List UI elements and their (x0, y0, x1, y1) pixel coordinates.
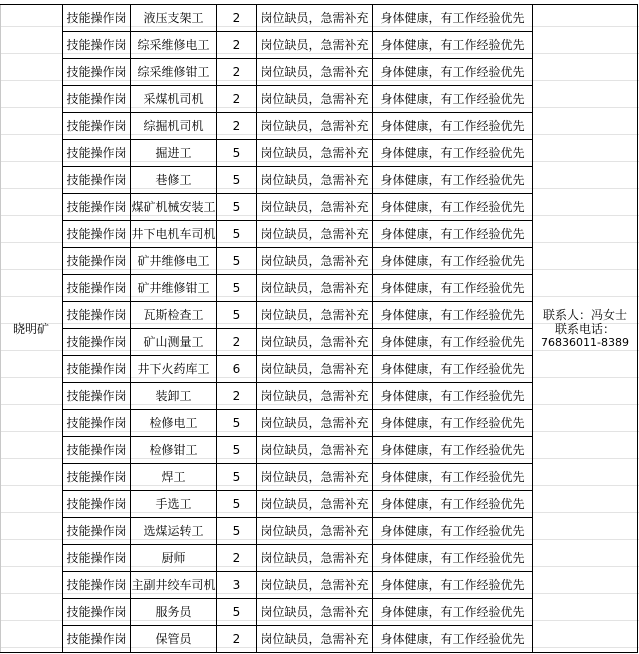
contact-phone-label: 联系电话： (554, 321, 615, 336)
position-cell[interactable]: 综采维修钳工 (131, 59, 217, 86)
count-cell[interactable]: 6 (217, 356, 257, 383)
count-cell[interactable]: 2 (217, 86, 257, 113)
count-cell[interactable]: 2 (217, 383, 257, 410)
requirement-cell[interactable]: 身体健康，有工作经验优先 (373, 113, 533, 140)
requirement-cell[interactable]: 身体健康，有工作经验优先 (373, 356, 533, 383)
category-cell[interactable]: 技能操作岗 (63, 113, 131, 140)
count-cell[interactable]: 5 (217, 464, 257, 491)
count-cell[interactable]: 2 (217, 329, 257, 356)
reason-cell[interactable]: 岗位缺员，急需补充 (257, 248, 373, 275)
count-cell[interactable]: 2 (217, 32, 257, 59)
requirement-cell[interactable]: 身体健康，有工作经验优先 (373, 545, 533, 572)
requirement-cell[interactable]: 身体健康，有工作经验优先 (373, 464, 533, 491)
reason-cell[interactable]: 岗位缺员，急需补充 (257, 410, 373, 437)
position-cell[interactable]: 煤矿机械安装工 (131, 194, 217, 221)
reason-cell[interactable]: 岗位缺员，急需补充 (257, 140, 373, 167)
position-cell[interactable]: 保管员 (131, 626, 217, 653)
count-cell[interactable]: 5 (217, 491, 257, 518)
reason-cell[interactable]: 岗位缺员，急需补充 (257, 194, 373, 221)
position-cell[interactable]: 巷修工 (131, 167, 217, 194)
position-cell[interactable]: 井下电机车司机 (131, 221, 217, 248)
category-cell[interactable]: 技能操作岗 (63, 464, 131, 491)
position-cell[interactable]: 焊工 (131, 464, 217, 491)
category-cell[interactable]: 技能操作岗 (63, 383, 131, 410)
category-cell[interactable]: 技能操作岗 (63, 167, 131, 194)
reason-cell[interactable]: 岗位缺员，急需补充 (257, 599, 373, 626)
reason-cell[interactable]: 岗位缺员，急需补充 (257, 437, 373, 464)
position-cell[interactable]: 主副井绞车司机 (131, 572, 217, 599)
category-cell[interactable]: 技能操作岗 (63, 32, 131, 59)
reason-cell[interactable]: 岗位缺员，急需补充 (257, 86, 373, 113)
contact-cell[interactable] (533, 5, 638, 653)
count-cell[interactable]: 3 (217, 572, 257, 599)
category-cell[interactable]: 技能操作岗 (63, 86, 131, 113)
reason-cell[interactable]: 岗位缺员，急需补充 (257, 572, 373, 599)
category-cell[interactable]: 技能操作岗 (63, 5, 131, 32)
count-cell[interactable]: 5 (217, 248, 257, 275)
requirement-cell[interactable]: 身体健康，有工作经验优先 (373, 248, 533, 275)
reason-cell[interactable]: 岗位缺员，急需补充 (257, 356, 373, 383)
count-cell[interactable]: 5 (217, 599, 257, 626)
reason-cell[interactable]: 岗位缺员，急需补充 (257, 626, 373, 653)
category-cell[interactable]: 技能操作岗 (63, 545, 131, 572)
requirement-cell[interactable]: 身体健康，有工作经验优先 (373, 140, 533, 167)
category-cell[interactable]: 技能操作岗 (63, 248, 131, 275)
category-cell[interactable]: 技能操作岗 (63, 329, 131, 356)
position-cell[interactable]: 矿井维修电工 (131, 248, 217, 275)
contact-phone-number: 76836011-8389 (541, 335, 629, 349)
reason-cell[interactable]: 岗位缺员，急需补充 (257, 113, 373, 140)
position-cell[interactable]: 综采维修电工 (131, 32, 217, 59)
unit-name-cell[interactable]: 晓明矿 (1, 5, 63, 653)
reason-cell[interactable]: 岗位缺员，急需补充 (257, 329, 373, 356)
reason-cell[interactable]: 岗位缺员，急需补充 (257, 545, 373, 572)
position-cell[interactable]: 瓦斯检查工 (131, 302, 217, 329)
count-cell[interactable]: 5 (217, 194, 257, 221)
table-body (1, 5, 638, 653)
requirement-cell[interactable]: 身体健康，有工作经验优先 (373, 194, 533, 221)
reason-cell[interactable]: 岗位缺员，急需补充 (257, 491, 373, 518)
count-cell[interactable]: 5 (217, 410, 257, 437)
count-cell[interactable]: 5 (217, 167, 257, 194)
position-cell[interactable]: 选煤运转工 (131, 518, 217, 545)
position-cell[interactable]: 综掘机司机 (131, 113, 217, 140)
requirement-cell[interactable]: 身体健康，有工作经验优先 (373, 167, 533, 194)
requirement-cell[interactable]: 身体健康，有工作经验优先 (373, 329, 533, 356)
reason-cell[interactable]: 岗位缺员，急需补充 (257, 221, 373, 248)
reason-cell[interactable]: 岗位缺员，急需补充 (257, 464, 373, 491)
category-cell[interactable]: 技能操作岗 (63, 572, 131, 599)
position-cell[interactable]: 厨师 (131, 545, 217, 572)
category-cell[interactable]: 技能操作岗 (63, 518, 131, 545)
requirement-cell[interactable]: 身体健康，有工作经验优先 (373, 626, 533, 653)
requirement-cell[interactable]: 身体健康，有工作经验优先 (373, 5, 533, 32)
count-cell[interactable]: 2 (217, 5, 257, 32)
reason-cell[interactable]: 岗位缺员，急需补充 (257, 5, 373, 32)
position-cell[interactable]: 装卸工 (131, 383, 217, 410)
count-cell[interactable]: 5 (217, 221, 257, 248)
contact-person: 联系人：冯女士 (542, 307, 627, 322)
category-cell[interactable]: 技能操作岗 (63, 59, 131, 86)
category-cell[interactable]: 技能操作岗 (63, 194, 131, 221)
count-cell[interactable]: 5 (217, 302, 257, 329)
requirement-cell[interactable]: 身体健康，有工作经验优先 (373, 302, 533, 329)
category-cell[interactable]: 技能操作岗 (63, 302, 131, 329)
requirement-cell[interactable]: 身体健康，有工作经验优先 (373, 275, 533, 302)
position-cell[interactable]: 液压支架工 (131, 5, 217, 32)
table-row (1, 5, 638, 32)
requirement-cell[interactable]: 身体健康，有工作经验优先 (373, 410, 533, 437)
count-cell[interactable]: 2 (217, 59, 257, 86)
reason-cell[interactable]: 岗位缺员，急需补充 (257, 59, 373, 86)
requirement-cell[interactable]: 身体健康，有工作经验优先 (373, 221, 533, 248)
requirement-cell[interactable]: 身体健康，有工作经验优先 (373, 599, 533, 626)
reason-cell[interactable]: 岗位缺员，急需补充 (257, 302, 373, 329)
category-cell[interactable]: 技能操作岗 (63, 410, 131, 437)
count-cell[interactable]: 2 (217, 626, 257, 653)
position-cell[interactable]: 矿山测量工 (131, 329, 217, 356)
position-cell[interactable]: 采煤机司机 (131, 86, 217, 113)
position-cell[interactable]: 服务员 (131, 599, 217, 626)
requirement-cell[interactable]: 身体健康，有工作经验优先 (373, 59, 533, 86)
count-cell[interactable]: 5 (217, 275, 257, 302)
category-cell[interactable]: 技能操作岗 (63, 599, 131, 626)
requirement-cell[interactable]: 身体健康，有工作经验优先 (373, 518, 533, 545)
category-cell[interactable]: 技能操作岗 (63, 437, 131, 464)
requirement-cell[interactable]: 身体健康，有工作经验优先 (373, 86, 533, 113)
category-cell[interactable]: 技能操作岗 (63, 626, 131, 653)
count-cell[interactable]: 2 (217, 545, 257, 572)
category-cell[interactable]: 技能操作岗 (63, 356, 131, 383)
category-cell[interactable]: 技能操作岗 (63, 140, 131, 167)
count-cell[interactable]: 5 (217, 140, 257, 167)
position-cell[interactable]: 手选工 (131, 491, 217, 518)
requirement-cell[interactable]: 身体健康，有工作经验优先 (373, 437, 533, 464)
requirement-cell[interactable]: 身体健康，有工作经验优先 (373, 572, 533, 599)
requirement-cell[interactable]: 身体健康，有工作经验优先 (373, 32, 533, 59)
reason-cell[interactable]: 岗位缺员，急需补充 (257, 518, 373, 545)
reason-cell[interactable]: 岗位缺员，急需补充 (257, 32, 373, 59)
requirement-cell[interactable]: 身体健康，有工作经验优先 (373, 491, 533, 518)
position-cell[interactable]: 矿井维修钳工 (131, 275, 217, 302)
reason-cell[interactable]: 岗位缺员，急需补充 (257, 167, 373, 194)
job-vacancy-table (0, 4, 638, 653)
count-cell[interactable]: 2 (217, 113, 257, 140)
count-cell[interactable]: 5 (217, 518, 257, 545)
reason-cell[interactable]: 岗位缺员，急需补充 (257, 383, 373, 410)
requirement-cell[interactable]: 身体健康，有工作经验优先 (373, 383, 533, 410)
position-cell[interactable]: 掘进工 (131, 140, 217, 167)
position-cell[interactable]: 检修电工 (131, 410, 217, 437)
category-cell[interactable]: 技能操作岗 (63, 221, 131, 248)
position-cell[interactable]: 检修钳工 (131, 437, 217, 464)
position-cell[interactable]: 井下火药库工 (131, 356, 217, 383)
reason-cell[interactable]: 岗位缺员，急需补充 (257, 275, 373, 302)
count-cell[interactable]: 5 (217, 437, 257, 464)
category-cell[interactable]: 技能操作岗 (63, 491, 131, 518)
category-cell[interactable]: 技能操作岗 (63, 275, 131, 302)
